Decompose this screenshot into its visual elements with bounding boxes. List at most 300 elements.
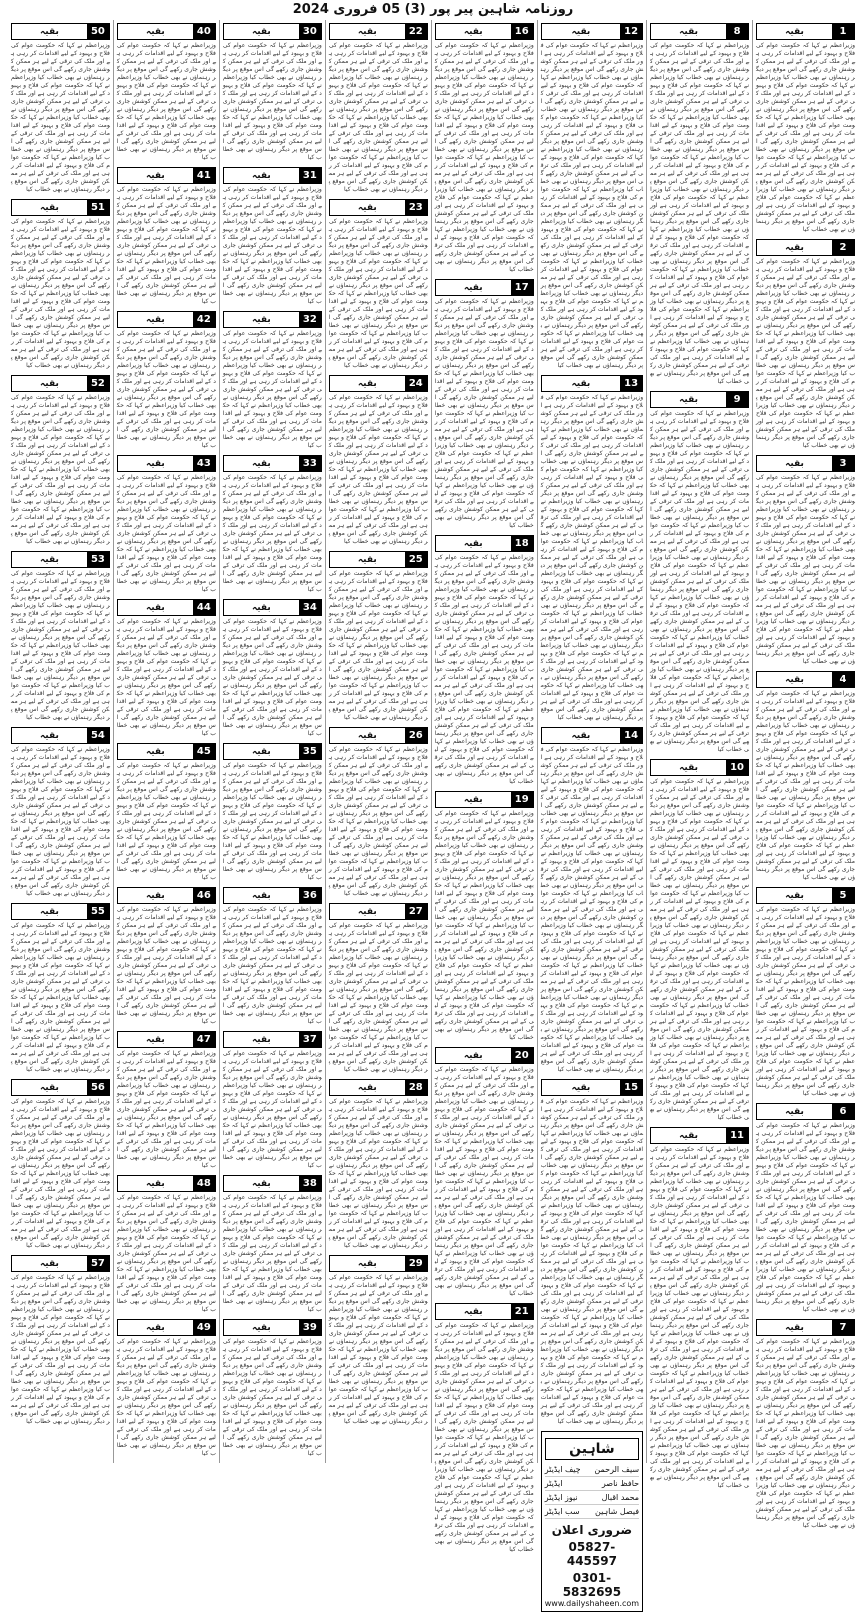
continuation-tag: [541, 23, 643, 40]
continuation-tag: [117, 311, 216, 328]
continuation-number: 20: [511, 1048, 533, 1063]
article-text: وزیراعظم نے کہا کہ حکومت عوام کی فلاح و بہبود کے لیے اقدامات کر رہی ہے اور ملک کی ترقی کے لیے ہر ممکن کوشش جاری رکھے گی اس موقع پر دیگر رہنماؤں نے بھی خطاب کیا وزیراعظم نے کہا کہ حکومت عوام کی فلاح و بہبود کے لیے اقدامات کر رہی ہے اور ملک کی ترقی کے لیے ہر ممکن کوشش جاری رکھے گی اس موقع پر دیگر رہنماؤں نے بھی خطاب کیا وزیراعظم نے کہا کہ حکومت عوام کی فلاح و بہبود کے لیے اقدامات کر رہی ہے اور ملک کی ترقی کے لیے ہر ممکن کوشش جاری رکھے گی اس موقع پر دیگر رہنماؤں نے بھی خطاب کیا وزیراعظم نے کہا کہ حکومت عوام کی فلاح و بہبود کے لیے اقدامات کر رہی ہے اور ملک کی ترقی کے لیے ہر ممکن کوشش جاری رکھے گی اس موقع پر دیگر رہنماؤں نے بھی خطاب کیا وزیراعظم نے کہا کہ حکومت عوام کی فلاح و بہبود کے لیے اقدامات کر رہی ہے اور ملک کی ترقی کے لیے ہر ممکن کوشش جاری رکھے گی اس موقع پر دیگر رہنماؤں نے بھی خطاب کیا وزیراعظم نے کہا کہ حکومت عوام کی فلاح و بہبود کے لیے اقدامات کر رہی ہے اور ملک کی ترقی کے لیے ہر ممکن کوشش جاری رکھے گی اس موقع پر دیگر رہنماؤں نے بھی خطاب کیا وزیراعظم نے کہا کہ حکومت عوام کی فلاح و بہبود کے لیے اقدامات کر رہی ہے اور ملک کی ترقی کے لیے ہر ممکن کوشش جاری رکھے گی اس موقع پر دیگر رہنماؤں نے بھی خطاب کیا وزیراعظم نے کہا کہ حکومت عوام کی فلاح و بہبود کے لیے اقدامات کر رہی ہے اور ملک کی ترقی کے لیے ہر ممکن کوشش جاری رکھے گی اس موقع پر دیگر رہنماؤں نے بھی خطاب کیا وزیراعظم نے کہا کہ حکومت عوام کی فلاح و بہبود کے لیے اقدامات کر رہی ہے اور ملک کی ترقی کے لیے ہر ممکن کوشش جاری رکھے گی اس موقع پر دیگر رہنماؤں نے بھی خطاب کیا: [540, 394, 644, 721]
continuation-item: [117, 455, 216, 594]
continuation-number: 18: [511, 536, 533, 551]
continuation-tag: [11, 903, 110, 920]
continuation-number: 3: [832, 456, 854, 471]
continuation-item: [435, 535, 534, 786]
continuation-tag: [541, 1079, 643, 1096]
continuation-number: 34: [299, 600, 321, 615]
continuation-label: بقیہ: [679, 1130, 698, 1141]
continuation-tag: [329, 23, 428, 40]
continuation-number: 2: [832, 240, 854, 255]
article-text: وزیراعظم نے کہا کہ حکومت عوام کی فلاح و بہبود کے لیے اقدامات کر رہی ہے اور ملک کی ترقی کے لیے ہر ممکن کوشش جاری رکھے گی اس موقع پر دیگر رہنماؤں نے بھی خطاب کیا وزیراعظم نے کہا کہ حکومت عوام کی فلاح و بہبود کے لیے اقدامات کر رہی ہے اور ملک کی ترقی کے لیے ہر ممکن کوشش جاری رکھے گی اس موقع پر دیگر رہنماؤں نے بھی خطاب کیا وزیراعظم نے کہا کہ حکومت عوام کی فلاح و بہبود کے لیے اقدامات کر رہی ہے اور ملک کی ترقی کے لیے ہر ممکن کوشش جاری رکھے گی اس موقع پر دیگر رہنماؤں نے بھی خطاب کیا: [116, 1050, 216, 1169]
continuation-label: بقیہ: [463, 282, 483, 293]
article-text: وزیراعظم نے کہا کہ حکومت عوام کی فلاح و بہبود کے لیے اقدامات کر رہی ہے اور ملک کی ترقی کے لیے ہر ممکن کوشش جاری رکھے گی اس موقع پر دیگر رہنماؤں نے بھی خطاب کیا وزیراعظم نے کہا کہ حکومت عوام کی فلاح و بہبود کے لیے اقدامات کر رہی ہے اور ملک کی ترقی کے لیے ہر ممکن کوشش جاری رکھے گی اس موقع پر دیگر رہنماؤں نے بھی خطاب کیا وزیراعظم نے کہا کہ حکومت عوام کی فلاح و بہبود کے لیے اقدامات کر رہی ہے اور ملک کی ترقی کے لیے ہر ممکن کوشش جاری رکھے گی اس موقع پر دیگر رہنماؤں نے بھی خطاب کیا وزیراعظم نے کہا کہ حکومت عوام کی فلاح و بہبود کے لیے اقدامات کر رہی ہے اور ملک کی ترقی کے لیے ہر ممکن کوشش جاری رکھے گی اس موقع پر دیگر رہنماؤں نے بھی خطاب کیا وزیراعظم نے کہا کہ حکومت عوام کی فلاح و بہبود کے لیے اقدامات کر رہی ہے اور ملک کی ترقی کے لیے ہر ممکن کوشش جاری رکھے گی اس موقع پر دیگر رہنماؤں نے بھی خطاب کیا: [756, 42, 855, 233]
continuation-item: [650, 759, 749, 1122]
continuation-tag: [223, 1319, 322, 1336]
continuation-label: بقیہ: [40, 1258, 59, 1269]
continuation-number: 26: [405, 728, 427, 743]
continuation-tag: [223, 23, 322, 40]
continuation-tag: [11, 551, 110, 568]
continuation-number: 23: [405, 200, 427, 215]
continuation-label: بقیہ: [357, 202, 377, 213]
continuation-label: بقیہ: [251, 1322, 271, 1333]
continuation-tag: [650, 23, 749, 40]
continuation-number: 22: [405, 24, 427, 39]
news-column: [431, 20, 537, 1553]
article-text: وزیراعظم نے کہا کہ حکومت عوام کی فلاح و بہبود کے لیے اقدامات کر رہی ہے اور ملک کی ترقی کے لیے ہر ممکن کوشش جاری رکھے گی اس موقع پر دیگر رہنماؤں نے بھی خطاب کیا وزیراعظم نے کہا کہ حکومت عوام کی فلاح و بہبود کے لیے اقدامات کر رہی ہے اور ملک کی ترقی کے لیے ہر ممکن کوشش جاری رکھے گی اس موقع پر دیگر رہنماؤں نے بھی خطاب کیا وزیراعظم نے کہا کہ حکومت عوام کی فلاح و بہبود کے لیے اقدامات کر رہی ہے اور ملک کی ترقی کے لیے ہر ممکن کوشش جاری رکھے گی اس موقع پر دیگر رہنماؤں نے بھی خطاب کیا: [116, 330, 216, 449]
article-text: وزیراعظم نے کہا کہ حکومت عوام کی فلاح و بہبود کے لیے اقدامات کر رہی ہے اور ملک کی ترقی کے لیے ہر ممکن کوشش جاری رکھے گی اس موقع پر دیگر رہنماؤں نے بھی خطاب کیا وزیراعظم نے کہا کہ حکومت عوام کی فلاح و بہبود کے لیے اقدامات کر رہی ہے اور ملک کی ترقی کے لیے ہر ممکن کوشش جاری رکھے گی اس موقع پر دیگر رہنماؤں نے بھی خطاب کیا وزیراعظم نے کہا کہ حکومت عوام کی فلاح و بہبود کے لیے اقدامات کر رہی ہے اور ملک کی ترقی کے لیے ہر ممکن کوشش جاری رکھے گی اس موقع پر دیگر رہنماؤں نے بھی خطاب کیا وزیراعظم نے کہا کہ حکومت عوام کی فلاح و بہبود کے لیے اقدامات کر رہی ہے اور ملک کی ترقی کے لیے ہر ممکن کوشش جاری رکھے گی اس موقع پر دیگر رہنماؤں نے بھی خطاب کیا وزیراعظم نے کہا کہ حکومت عوام کی فلاح و بہبود کے لیے اقدامات کر رہی ہے اور ملک کی ترقی کے لیے ہر ممکن کوشش جاری رکھے گی اس موقع پر دیگر رہنماؤں نے بھی خطاب کیا وزیراعظم نے کہا کہ حکومت عوام کی فلاح و بہبود کے لیے اقدامات کر رہی ہے اور ملک کی ترقی کے لیے ہر ممکن کوشش جاری رکھے گی اس موقع پر دیگر رہنماؤں نے بھی خطاب کیا: [434, 554, 534, 785]
continuation-item: [223, 167, 322, 306]
article-text: وزیراعظم نے کہا کہ حکومت عوام کی فلاح و بہبود کے لیے اقدامات کر رہی ہے اور ملک کی ترقی کے لیے ہر ممکن کوشش جاری رکھے گی اس موقع پر دیگر رہنماؤں نے بھی خطاب کیا وزیراعظم نے کہا کہ حکومت عوام کی فلاح و بہبود کے لیے اقدامات کر رہی ہے اور ملک کی ترقی کے لیے ہر ممکن کوشش جاری رکھے گی اس موقع پر دیگر رہنماؤں نے بھی خطاب کیا وزیراعظم نے کہا کہ حکومت عوام کی فلاح و بہبود کے لیے اقدامات کر رہی ہے اور ملک کی ترقی کے لیے ہر ممکن کوشش جاری رکھے گی اس موقع پر دیگر رہنماؤں نے بھی خطاب کیا: [116, 906, 216, 1025]
continuation-label: بقیہ: [463, 1306, 483, 1317]
continuation-item: [329, 1255, 428, 1426]
continuation-label: بقیہ: [145, 314, 165, 325]
continuation-label: بقیہ: [251, 1178, 271, 1189]
newspaper-page: [8, 20, 858, 1608]
continuation-tag: [223, 743, 322, 760]
continuation-label: بقیہ: [571, 26, 591, 37]
continuation-label: بقیہ: [357, 1082, 377, 1093]
article-text: وزیراعظم نے کہا کہ حکومت عوام کی فلاح و بہبود کے لیے اقدامات کر رہی ہے اور ملک کی ترقی کے لیے ہر ممکن کوشش جاری رکھے گی اس موقع پر دیگر رہنماؤں نے بھی خطاب کیا وزیراعظم نے کہا کہ حکومت عوام کی فلاح و بہبود کے لیے اقدامات کر رہی ہے اور ملک کی ترقی کے لیے ہر ممکن کوشش جاری رکھے گی اس موقع پر دیگر رہنماؤں نے بھی خطاب کیا وزیراعظم نے کہا کہ حکومت عوام کی فلاح و بہبود کے لیے اقدامات کر رہی ہے اور ملک کی ترقی کے لیے ہر ممکن کوشش جاری رکھے گی اس موقع پر دیگر رہنماؤں نے بھی خطاب کیا: [116, 1194, 216, 1313]
continuation-label: بقیہ: [785, 458, 804, 469]
staff-role: سب ایڈیٹر: [544, 1507, 580, 1516]
staff-role: نیوز ایڈیٹر: [544, 1493, 578, 1502]
article-text: وزیراعظم نے کہا کہ حکومت عوام کی فلاح و بہبود کے لیے اقدامات کر رہی ہے اور ملک کی ترقی کے لیے ہر ممکن کوشش جاری رکھے گی اس موقع پر دیگر رہنماؤں نے بھی خطاب کیا وزیراعظم نے کہا کہ حکومت عوام کی فلاح و بہبود کے لیے اقدامات کر رہی ہے اور ملک کی ترقی کے لیے ہر ممکن کوشش جاری رکھے گی اس موقع پر دیگر رہنماؤں نے بھی خطاب کیا وزیراعظم نے کہا کہ حکومت عوام کی فلاح و بہبود کے لیے اقدامات کر رہی ہے اور ملک کی ترقی کے لیے ہر ممکن کوشش جاری رکھے گی اس موقع پر دیگر رہنماؤں نے بھی خطاب کیا وزیراعظم نے کہا کہ حکومت عوام کی فلاح و بہبود کے لیے اقدامات کر رہی ہے اور ملک کی ترقی کے لیے ہر ممکن کوشش جاری رکھے گی اس موقع پر دیگر رہنماؤں نے بھی خطاب کیا: [10, 218, 110, 369]
continuation-item: [117, 743, 216, 882]
continuation-label: بقیہ: [251, 458, 271, 469]
continuation-number: 10: [726, 760, 748, 775]
article-text: وزیراعظم نے کہا کہ حکومت عوام کی فلاح و بہبود کے لیے اقدامات کر رہی ہے اور ملک کی ترقی کے لیے ہر ممکن کوشش جاری رکھے گی اس موقع پر دیگر رہنماؤں نے بھی خطاب کیا وزیراعظم نے کہا کہ حکومت عوام کی فلاح و بہبود کے لیے اقدامات کر رہی ہے اور ملک کی ترقی کے لیے ہر ممکن کوشش جاری رکھے گی اس موقع پر دیگر رہنماؤں نے بھی خطاب کیا وزیراعظم نے کہا کہ حکومت عوام کی فلاح و بہبود کے لیے اقدامات کر رہی ہے اور ملک کی ترقی کے لیے ہر ممکن کوشش جاری رکھے گی اس موقع پر دیگر رہنماؤں نے بھی خطاب کیا وزیراعظم نے کہا کہ حکومت عوام کی فلاح و بہبود کے لیے اقدامات کر رہی ہے اور ملک کی ترقی کے لیے ہر ممکن کوشش جاری رکھے گی اس موقع پر دیگر رہنماؤں نے بھی خطاب کیا وزیراعظم نے کہا کہ حکومت عوام کی فلاح و بہبود کے لیے اقدامات کر رہی ہے اور ملک کی ترقی کے لیے ہر ممکن کوشش جاری رکھے گی اس موقع پر دیگر رہنماؤں نے بھی خطاب کیا وزیراعظم نے کہا کہ حکومت عوام کی فلاح و بہبود کے لیے اقدامات کر رہی ہے اور ملک کی ترقی کے لیے ہر ممکن کوشش جاری رکھے گی اس موقع پر دیگر رہنماؤں نے بھی خطاب کیا: [434, 42, 534, 273]
continuation-label: بقیہ: [251, 890, 271, 901]
continuation-item: [756, 239, 855, 450]
continuation-tag: [650, 759, 749, 776]
continuation-label: بقیہ: [463, 794, 483, 805]
continuation-number: 44: [193, 600, 215, 615]
article-text: وزیراعظم نے کہا کہ حکومت عوام کی فلاح و بہبود کے لیے اقدامات کر رہی ہے اور ملک کی ترقی کے لیے ہر ممکن کوشش جاری رکھے گی اس موقع پر دیگر رہنماؤں نے بھی خطاب کیا وزیراعظم نے کہا کہ حکومت عوام کی فلاح و بہبود کے لیے اقدامات کر رہی ہے اور ملک کی ترقی کے لیے ہر ممکن کوشش جاری رکھے گی اس موقع پر دیگر رہنماؤں نے بھی خطاب کیا وزیراعظم نے کہا کہ حکومت عوام کی فلاح و بہبود کے لیے اقدامات کر رہی ہے اور ملک کی ترقی کے لیے ہر ممکن کوشش جاری رکھے گی اس موقع پر دیگر رہنماؤں نے بھی خطاب کیا وزیراعظم نے کہا کہ حکومت عوام کی فلاح و بہبود کے لیے اقدامات کر رہی ہے اور ملک کی ترقی کے لیے ہر ممکن کوشش جاری رکھے گی اس موقع پر دیگر رہنماؤں نے بھی خطاب کیا وزیراعظم نے کہا کہ حکومت عوام کی فلاح و بہبود کے لیے اقدامات کر رہی ہے اور ملک کی ترقی کے لیے ہر ممکن کوشش جاری رکھے گی اس موقع پر دیگر رہنماؤں نے بھی خطاب کیا: [756, 474, 855, 665]
continuation-item: [541, 23, 643, 370]
article-text: وزیراعظم نے کہا کہ حکومت عوام کی فلاح و بہبود کے لیے اقدامات کر رہی ہے اور ملک کی ترقی کے لیے ہر ممکن کوشش جاری رکھے گی اس موقع پر دیگر رہنماؤں نے بھی خطاب کیا وزیراعظم نے کہا کہ حکومت عوام کی فلاح و بہبود کے لیے اقدامات کر رہی ہے اور ملک کی ترقی کے لیے ہر ممکن کوشش جاری رکھے گی اس موقع پر دیگر رہنماؤں نے بھی خطاب کیا وزیراعظم نے کہا کہ حکومت عوام کی فلاح و بہبود کے لیے اقدامات کر رہی ہے اور ملک کی ترقی کے لیے ہر ممکن کوشش جاری رکھے گی اس موقع پر دیگر رہنماؤں نے بھی خطاب کیا وزیراعظم نے کہا کہ حکومت عوام کی فلاح و بہبود کے لیے اقدامات کر رہی ہے اور ملک کی ترقی کے لیے ہر ممکن کوشش جاری رکھے گی اس موقع پر دیگر رہنماؤں نے بھی خطاب کیا: [328, 1098, 428, 1249]
article-text: وزیراعظم نے کہا کہ حکومت عوام کی فلاح و بہبود کے لیے اقدامات کر رہی ہے اور ملک کی ترقی کے لیے ہر ممکن کوشش جاری رکھے گی اس موقع پر دیگر رہنماؤں نے بھی خطاب کیا وزیراعظم نے کہا کہ حکومت عوام کی فلاح و بہبود کے لیے اقدامات کر رہی ہے اور ملک کی ترقی کے لیے ہر ممکن کوشش جاری رکھے گی اس موقع پر دیگر رہنماؤں نے بھی خطاب کیا وزیراعظم نے کہا کہ حکومت عوام کی فلاح و بہبود کے لیے اقدامات کر رہی ہے اور ملک کی ترقی کے لیے ہر ممکن کوشش جاری رکھے گی اس موقع پر دیگر رہنماؤں نے بھی خطاب کیا: [116, 762, 216, 881]
continuation-tag: [117, 743, 216, 760]
continuation-tag: [117, 23, 216, 40]
continuation-item: [329, 727, 428, 898]
continuation-label: بقیہ: [145, 458, 165, 469]
continuation-label: بقیہ: [251, 602, 271, 613]
continuation-tag: [11, 1079, 110, 1096]
continuation-item: [117, 1031, 216, 1170]
continuation-tag: [11, 727, 110, 744]
staff-row: [545, 1463, 639, 1477]
continuation-item: [11, 1255, 110, 1426]
continuation-item: [329, 1079, 428, 1250]
continuation-label: بقیہ: [145, 1178, 165, 1189]
continuation-item: [329, 375, 428, 546]
continuation-tag: [223, 1175, 322, 1192]
staff-role: ایڈیٹر: [544, 1479, 563, 1488]
continuation-item: [117, 887, 216, 1026]
masthead-box: [541, 1431, 643, 1612]
continuation-item: [756, 455, 855, 666]
continuation-item: [435, 791, 534, 1042]
article-text: وزیراعظم نے کہا کہ حکومت عوام کی فلاح و بہبود کے لیے اقدامات کر رہی ہے اور ملک کی ترقی کے لیے ہر ممکن کوشش جاری رکھے گی اس موقع پر دیگر رہنماؤں نے بھی خطاب کیا وزیراعظم نے کہا کہ حکومت عوام کی فلاح و بہبود کے لیے اقدامات کر رہی ہے اور ملک کی ترقی کے لیے ہر ممکن کوشش جاری رکھے گی اس موقع پر دیگر رہنماؤں نے بھی خطاب کیا وزیراعظم نے کہا کہ حکومت عوام کی فلاح و بہبود کے لیے اقدامات کر رہی ہے اور ملک کی ترقی کے لیے ہر ممکن کوشش جاری رکھے گی اس موقع پر دیگر رہنماؤں نے بھی خطاب کیا وزیراعظم نے کہا کہ حکومت عوام کی فلاح و بہبود کے لیے اقدامات کر رہی ہے اور ملک کی ترقی کے لیے ہر ممکن کوشش جاری رکھے گی اس موقع پر دیگر رہنماؤں نے بھی خطاب کیا: [328, 570, 428, 721]
continuation-number: 35: [299, 744, 321, 759]
continuation-item: [223, 599, 322, 738]
continuation-label: بقیہ: [251, 170, 271, 181]
article-text: وزیراعظم نے کہا کہ حکومت عوام کی فلاح و بہبود کے لیے اقدامات کر رہی ہے اور ملک کی ترقی کے لیے ہر ممکن کوشش جاری رکھے گی اس موقع پر دیگر رہنماؤں نے بھی خطاب کیا وزیراعظم نے کہا کہ حکومت عوام کی فلاح و بہبود کے لیے اقدامات کر رہی ہے اور ملک کی ترقی کے لیے ہر ممکن کوشش جاری رکھے گی اس موقع پر دیگر رہنماؤں نے بھی خطاب کیا وزیراعظم نے کہا کہ حکومت عوام کی فلاح و بہبود کے لیے اقدامات کر رہی ہے اور ملک کی ترقی کے لیے ہر ممکن کوشش جاری رکھے گی اس موقع پر دیگر رہنماؤں نے بھی خطاب کیا وزیراعظم نے کہا کہ حکومت عوام کی فلاح و بہبود کے لیے اقدامات کر رہی ہے اور ملک کی ترقی کے لیے ہر ممکن کوشش جاری رکھے گی اس موقع پر دیگر رہنماؤں نے بھی خطاب کیا: [328, 1274, 428, 1425]
continuation-item: [223, 23, 322, 162]
continuation-label: بقیہ: [145, 1322, 165, 1333]
continuation-label: بقیہ: [357, 906, 377, 917]
article-text: وزیراعظم نے کہا کہ حکومت عوام کی فلاح و بہبود کے لیے اقدامات کر رہی ہے اور ملک کی ترقی کے لیے ہر ممکن کوشش جاری رکھے گی اس موقع پر دیگر رہنماؤں نے بھی خطاب کیا وزیراعظم نے کہا کہ حکومت عوام کی فلاح و بہبود کے لیے اقدامات کر رہی ہے اور ملک کی ترقی کے لیے ہر ممکن کوشش جاری رکھے گی اس موقع پر دیگر رہنماؤں نے بھی خطاب کیا وزیراعظم نے کہا کہ حکومت عوام کی فلاح و بہبود کے لیے اقدامات کر رہی ہے اور ملک کی ترقی کے لیے ہر ممکن کوشش جاری رکھے گی اس موقع پر دیگر رہنماؤں نے بھی خطاب کیا وزیراعظم نے کہا کہ حکومت عوام کی فلاح و بہبود کے لیے اقدامات کر رہی ہے اور ملک کی ترقی کے لیے ہر ممکن کوشش جاری رکھے گی اس موقع پر دیگر رہنماؤں نے بھی خطاب کیا وزیراعظم نے کہا کہ حکومت عوام کی فلاح و بہبود کے لیے اقدامات کر رہی ہے اور ملک کی ترقی کے لیے ہر ممکن کوشش جاری رکھے گی اس موقع پر دیگر رہنماؤں نے بھی خطاب کیا: [756, 906, 855, 1097]
continuation-item: [650, 1127, 749, 1490]
continuation-item: [541, 375, 643, 722]
continuation-item: [223, 743, 322, 882]
continuation-label: بقیہ: [785, 674, 804, 685]
continuation-item: [223, 1031, 322, 1170]
article-text: وزیراعظم نے کہا کہ حکومت عوام کی فلاح و بہبود کے لیے اقدامات کر رہی ہے اور ملک کی ترقی کے لیے ہر ممکن کوشش جاری رکھے گی اس موقع پر دیگر رہنماؤں نے بھی خطاب کیا وزیراعظم نے کہا کہ حکومت عوام کی فلاح و بہبود کے لیے اقدامات کر رہی ہے اور ملک کی ترقی کے لیے ہر ممکن کوشش جاری رکھے گی اس موقع پر دیگر رہنماؤں نے بھی خطاب کیا وزیراعظم نے کہا کہ حکومت عوام کی فلاح و بہبود کے لیے اقدامات کر رہی ہے اور ملک کی ترقی کے لیے ہر ممکن کوشش جاری رکھے گی اس موقع پر دیگر رہنماؤں نے بھی خطاب کیا وزیراعظم نے کہا کہ حکومت عوام کی فلاح و بہبود کے لیے اقدامات کر رہی ہے اور ملک کی ترقی کے لیے ہر ممکن کوشش جاری رکھے گی اس موقع پر دیگر رہنماؤں نے بھی خطاب کیا: [328, 218, 428, 369]
continuation-tag: [223, 1031, 322, 1048]
continuation-item: [11, 1079, 110, 1250]
article-text: وزیراعظم نے کہا کہ حکومت عوام کی فلاح و بہبود کے لیے اقدامات کر رہی ہے اور ملک کی ترقی کے لیے ہر ممکن کوشش جاری رکھے گی اس موقع پر دیگر رہنماؤں نے بھی خطاب کیا وزیراعظم نے کہا کہ حکومت عوام کی فلاح و بہبود کے لیے اقدامات کر رہی ہے اور ملک کی ترقی کے لیے ہر ممکن کوشش جاری رکھے گی اس موقع پر دیگر رہنماؤں نے بھی خطاب کیا وزیراعظم نے کہا کہ حکومت عوام کی فلاح و بہبود کے لیے اقدامات کر رہی ہے اور ملک کی ترقی کے لیے ہر ممکن کوشش جاری رکھے گی اس موقع پر دیگر رہنماؤں نے بھی خطاب کیا وزیراعظم نے کہا کہ حکومت عوام کی فلاح و بہبود کے لیے اقدامات کر رہی ہے اور ملک کی ترقی کے لیے ہر ممکن کوشش جاری رکھے گی اس موقع پر دیگر رہنماؤں نے بھی خطاب کیا: [328, 394, 428, 545]
continuation-tag: [117, 1319, 216, 1336]
continuation-item: [11, 903, 110, 1074]
article-text: وزیراعظم نے کہا کہ حکومت عوام کی فلاح و بہبود کے لیے اقدامات کر رہی ہے اور ملک کی ترقی کے لیے ہر ممکن کوشش جاری رکھے گی اس موقع پر دیگر رہنماؤں نے بھی خطاب کیا وزیراعظم نے کہا کہ حکومت عوام کی فلاح و بہبود کے لیے اقدامات کر رہی ہے اور ملک کی ترقی کے لیے ہر ممکن کوشش جاری رکھے گی اس موقع پر دیگر رہنماؤں نے بھی خطاب کیا وزیراعظم نے کہا کہ حکومت عوام کی فلاح و بہبود کے لیے اقدامات کر رہی ہے اور ملک کی ترقی کے لیے ہر ممکن کوشش جاری رکھے گی اس موقع پر دیگر رہنماؤں نے بھی خطاب کیا: [222, 906, 322, 1025]
continuation-label: بقیہ: [571, 378, 591, 389]
continuation-tag: [223, 599, 322, 616]
continuation-item: [435, 23, 534, 274]
continuation-tag: [117, 1031, 216, 1048]
continuation-tag: [541, 375, 643, 392]
continuation-label: بقیہ: [40, 730, 59, 741]
continuation-label: بقیہ: [571, 1082, 591, 1093]
continuation-item: [756, 671, 855, 882]
article-text: وزیراعظم نے کہا کہ حکومت عوام کی فلاح و بہبود کے لیے اقدامات کر رہی ہے اور ملک کی ترقی کے لیے ہر ممکن کوشش جاری رکھے گی اس موقع پر دیگر رہنماؤں نے بھی خطاب کیا وزیراعظم نے کہا کہ حکومت عوام کی فلاح و بہبود کے لیے اقدامات کر رہی ہے اور ملک کی ترقی کے لیے ہر ممکن کوشش جاری رکھے گی اس موقع پر دیگر رہنماؤں نے بھی خطاب کیا وزیراعظم نے کہا کہ حکومت عوام کی فلاح و بہبود کے لیے اقدامات کر رہی ہے اور ملک کی ترقی کے لیے ہر ممکن کوشش جاری رکھے گی اس موقع پر دیگر رہنماؤں نے بھی خطاب کیا: [222, 762, 322, 881]
news-column: [646, 20, 752, 1489]
continuation-tag: [329, 375, 428, 392]
article-text: وزیراعظم نے کہا کہ حکومت عوام کی فلاح و بہبود کے لیے اقدامات کر رہی ہے اور ملک کی ترقی کے لیے ہر ممکن کوشش جاری رکھے گی اس موقع پر دیگر رہنماؤں نے بھی خطاب کیا وزیراعظم نے کہا کہ حکومت عوام کی فلاح و بہبود کے لیے اقدامات کر رہی ہے اور ملک کی ترقی کے لیے ہر ممکن کوشش جاری رکھے گی اس موقع پر دیگر رہنماؤں نے بھی خطاب کیا وزیراعظم نے کہا کہ حکومت عوام کی فلاح و بہبود کے لیے اقدامات کر رہی ہے اور ملک کی ترقی کے لیے ہر ممکن کوشش جاری رکھے گی اس موقع پر دیگر رہنماؤں نے بھی خطاب کیا وزیراعظم نے کہا کہ حکومت عوام کی فلاح و بہبود کے لیے اقدامات کر رہی ہے اور ملک کی ترقی کے لیے ہر ممکن کوشش جاری رکھے گی اس موقع پر دیگر رہنماؤں نے بھی خطاب کیا وزیراعظم نے کہا کہ حکومت عوام کی فلاح و بہبود کے لیے اقدامات کر رہی ہے اور ملک کی ترقی کے لیے ہر ممکن کوشش جاری رکھے گی اس موقع پر دیگر رہنماؤں نے بھی خطاب کیا: [756, 1338, 855, 1529]
continuation-label: بقیہ: [40, 26, 59, 37]
continuation-number: 55: [87, 904, 109, 919]
article-text: وزیراعظم نے کہا کہ حکومت عوام کی فلاح و بہبود کے لیے اقدامات کر رہی ہے اور ملک کی ترقی کے لیے ہر ممکن کوشش جاری رکھے گی اس موقع پر دیگر رہنماؤں نے بھی خطاب کیا وزیراعظم نے کہا کہ حکومت عوام کی فلاح و بہبود کے لیے اقدامات کر رہی ہے اور ملک کی ترقی کے لیے ہر ممکن کوشش جاری رکھے گی اس موقع پر دیگر رہنماؤں نے بھی خطاب کیا وزیراعظم نے کہا کہ حکومت عوام کی فلاح و بہبود کے لیے اقدامات کر رہی ہے اور ملک کی ترقی کے لیے ہر ممکن کوشش جاری رکھے گی اس موقع پر دیگر رہنماؤں نے بھی خطاب کیا وزیراعظم نے کہا کہ حکومت عوام کی فلاح و بہبود کے لیے اقدامات کر رہی ہے اور ملک کی ترقی کے لیے ہر ممکن کوشش جاری رکھے گی اس موقع پر دیگر رہنماؤں نے بھی خطاب کیا وزیراعظم نے کہا کہ حکومت عوام کی فلاح و بہبود کے لیے اقدامات کر رہی ہے اور ملک کی ترقی کے لیے ہر ممکن کوشش جاری رکھے گی اس موقع پر دیگر رہنماؤں نے بھی خطاب کیا: [756, 258, 855, 449]
continuation-label: بقیہ: [463, 1050, 483, 1061]
continuation-label: بقیہ: [463, 538, 483, 549]
continuation-tag: [223, 455, 322, 472]
article-text: وزیراعظم نے کہا کہ حکومت عوام کی فلاح و بہبود کے لیے اقدامات کر رہی ہے اور ملک کی ترقی کے لیے ہر ممکن کوشش جاری رکھے گی اس موقع پر دیگر رہنماؤں نے بھی خطاب کیا وزیراعظم نے کہا کہ حکومت عوام کی فلاح و بہبود کے لیے اقدامات کر رہی ہے اور ملک کی ترقی کے لیے ہر ممکن کوشش جاری رکھے گی اس موقع پر دیگر رہنماؤں نے بھی خطاب کیا وزیراعظم نے کہا کہ حکومت عوام کی فلاح و بہبود کے لیے اقدامات کر رہی ہے اور ملک کی ترقی کے لیے ہر ممکن کوشش جاری رکھے گی اس موقع پر دیگر رہنماؤں نے بھی خطاب کیا: [222, 330, 322, 449]
continuation-number: 16: [511, 24, 533, 39]
news-column: [752, 20, 858, 1529]
continuation-number: 42: [193, 312, 215, 327]
website-link[interactable]: www.dailyshaheen.com: [544, 1599, 640, 1608]
staff-role: چیف ایڈیٹر: [544, 1465, 581, 1474]
news-column: [537, 20, 646, 1608]
article-text: وزیراعظم نے کہا کہ حکومت عوام کی فلاح و بہبود کے لیے اقدامات کر رہی ہے اور ملک کی ترقی کے لیے ہر ممکن کوشش جاری رکھے گی اس موقع پر دیگر رہنماؤں نے بھی خطاب کیا وزیراعظم نے کہا کہ حکومت عوام کی فلاح و بہبود کے لیے اقدامات کر رہی ہے اور ملک کی ترقی کے لیے ہر ممکن کوشش جاری رکھے گی اس موقع پر دیگر رہنماؤں نے بھی خطاب کیا وزیراعظم نے کہا کہ حکومت عوام کی فلاح و بہبود کے لیے اقدامات کر رہی ہے اور ملک کی ترقی کے لیے ہر ممکن کوشش جاری رکھے گی اس موقع پر دیگر رہنماؤں نے بھی خطاب کیا وزیراعظم نے کہا کہ حکومت عوام کی فلاح و بہبود کے لیے اقدامات کر رہی ہے اور ملک کی ترقی کے لیے ہر ممکن کوشش جاری رکھے گی اس موقع پر دیگر رہنماؤں نے بھی خطاب کیا: [10, 394, 110, 545]
continuation-label: بقیہ: [251, 314, 271, 325]
continuation-item: [117, 1319, 216, 1458]
continuation-tag: [329, 727, 428, 744]
continuation-number: 12: [620, 24, 642, 39]
continuation-tag: [435, 279, 534, 296]
article-text: وزیراعظم نے کہا کہ حکومت عوام کی فلاح و بہبود کے لیے اقدامات کر رہی ہے اور ملک کی ترقی کے لیے ہر ممکن کوشش جاری رکھے گی اس موقع پر دیگر رہنماؤں نے بھی خطاب کیا وزیراعظم نے کہا کہ حکومت عوام کی فلاح و بہبود کے لیے اقدامات کر رہی ہے اور ملک کی ترقی کے لیے ہر ممکن کوشش جاری رکھے گی اس موقع پر دیگر رہنماؤں نے بھی خطاب کیا وزیراعظم نے کہا کہ حکومت عوام کی فلاح و بہبود کے لیے اقدامات کر رہی ہے اور ملک کی ترقی کے لیے ہر ممکن کوشش جاری رکھے گی اس موقع پر دیگر رہنماؤں نے بھی خطاب کیا: [222, 42, 322, 161]
article-text: وزیراعظم نے کہا کہ حکومت عوام کی فلاح و بہبود کے لیے اقدامات کر رہی ہے اور ملک کی ترقی کے لیے ہر ممکن کوشش جاری رکھے گی اس موقع پر دیگر رہنماؤں نے بھی خطاب کیا وزیراعظم نے کہا کہ حکومت عوام کی فلاح و بہبود کے لیے اقدامات کر رہی ہے اور ملک کی ترقی کے لیے ہر ممکن کوشش جاری رکھے گی اس موقع پر دیگر رہنماؤں نے بھی خطاب کیا وزیراعظم نے کہا کہ حکومت عوام کی فلاح و بہبود کے لیے اقدامات کر رہی ہے اور ملک کی ترقی کے لیے ہر ممکن کوشش جاری رکھے گی اس موقع پر دیگر رہنماؤں نے بھی خطاب کیا وزیراعظم نے کہا کہ حکومت عوام کی فلاح و بہبود کے لیے اقدامات کر رہی ہے اور ملک کی ترقی کے لیے ہر ممکن کوشش جاری رکھے گی اس موقع پر دیگر رہنماؤں نے بھی خطاب کیا: [328, 922, 428, 1073]
continuation-number: 38: [299, 1176, 321, 1191]
continuation-item: [11, 199, 110, 370]
continuation-number: 32: [299, 312, 321, 327]
continuation-number: 33: [299, 456, 321, 471]
staff-name: فیصل شاہین: [594, 1507, 640, 1516]
continuation-item: [756, 887, 855, 1098]
staff-name: سیف الرحمن: [594, 1465, 640, 1474]
article-text: وزیراعظم نے کہا کہ حکومت عوام کی فلاح و بہبود کے لیے اقدامات کر رہی ہے اور ملک کی ترقی کے لیے ہر ممکن کوشش جاری رکھے گی اس موقع پر دیگر رہنماؤں نے بھی خطاب کیا وزیراعظم نے کہا کہ حکومت عوام کی فلاح و بہبود کے لیے اقدامات کر رہی ہے اور ملک کی ترقی کے لیے ہر ممکن کوشش جاری رکھے گی اس موقع پر دیگر رہنماؤں نے بھی خطاب کیا وزیراعظم نے کہا کہ حکومت عوام کی فلاح و بہبود کے لیے اقدامات کر رہی ہے اور ملک کی ترقی کے لیے ہر ممکن کوشش جاری رکھے گی اس موقع پر دیگر رہنماؤں نے بھی خطاب کیا وزیراعظم نے کہا کہ حکومت عوام کی فلاح و بہبود کے لیے اقدامات کر رہی ہے اور ملک کی ترقی کے لیے ہر ممکن کوشش جاری رکھے گی اس موقع پر دیگر رہنماؤں نے بھی خطاب کیا وزیراعظم نے کہا کہ حکومت عوام کی فلاح و بہبود کے لیے اقدامات کر رہی ہے اور ملک کی ترقی کے لیے ہر ممکن کوشش جاری رکھے گی اس موقع پر دیگر رہنماؤں نے بھی خطاب کیا وزیراعظم نے کہا کہ حکومت عوام کی فلاح و بہبود کے لیے اقدامات کر رہی ہے اور ملک کی ترقی کے لیے ہر ممکن کوشش جاری رکھے گی اس موقع پر دیگر رہنماؤں نے بھی خطاب کیا: [434, 298, 534, 529]
continuation-number: 57: [87, 1256, 109, 1271]
continuation-number: 36: [299, 888, 321, 903]
article-text: وزیراعظم نے کہا کہ حکومت عوام کی فلاح و بہبود کے لیے اقدامات کر رہی ہے اور ملک کی ترقی کے لیے ہر ممکن کوشش جاری رکھے گی اس موقع پر دیگر رہنماؤں نے بھی خطاب کیا وزیراعظم نے کہا کہ حکومت عوام کی فلاح و بہبود کے لیے اقدامات کر رہی ہے اور ملک کی ترقی کے لیے ہر ممکن کوشش جاری رکھے گی اس موقع پر دیگر رہنماؤں نے بھی خطاب کیا وزیراعظم نے کہا کہ حکومت عوام کی فلاح و بہبود کے لیے اقدامات کر رہی ہے اور ملک کی ترقی کے لیے ہر ممکن کوشش جاری رکھے گی اس موقع پر دیگر رہنماؤں نے بھی خطاب کیا: [116, 474, 216, 593]
article-text: وزیراعظم نے کہا کہ حکومت عوام کی فلاح و بہبود کے لیے اقدامات کر رہی ہے اور ملک کی ترقی کے لیے ہر ممکن کوشش جاری رکھے گی اس موقع پر دیگر رہنماؤں نے بھی خطاب کیا وزیراعظم نے کہا کہ حکومت عوام کی فلاح و بہبود کے لیے اقدامات کر رہی ہے اور ملک کی ترقی کے لیے ہر ممکن کوشش جاری رکھے گی اس موقع پر دیگر رہنماؤں نے بھی خطاب کیا وزیراعظم نے کہا کہ حکومت عوام کی فلاح و بہبود کے لیے اقدامات کر رہی ہے اور ملک کی ترقی کے لیے ہر ممکن کوشش جاری رکھے گی اس موقع پر دیگر رہنماؤں نے بھی خطاب کیا وزیراعظم نے کہا کہ حکومت عوام کی فلاح و بہبود کے لیے اقدامات کر رہی ہے اور ملک کی ترقی کے لیے ہر ممکن کوشش جاری رکھے گی اس موقع پر دیگر رہنماؤں نے بھی خطاب کیا وزیراعظم نے کہا کہ حکومت عوام کی فلاح و بہبود کے لیے اقدامات کر رہی ہے اور ملک کی ترقی کے لیے ہر ممکن کوشش جاری رکھے گی اس موقع پر دیگر رہنماؤں نے بھی خطاب کیا وزیراعظم نے کہا کہ حکومت عوام کی فلاح و بہبود کے لیے اقدامات کر رہی ہے اور ملک کی ترقی کے لیے ہر ممکن کوشش جاری رکھے گی اس موقع پر دیگر رہنماؤں نے بھی خطاب کیا: [434, 1322, 534, 1553]
continuation-tag: [329, 903, 428, 920]
staff-row: [545, 1491, 639, 1505]
continuation-label: بقیہ: [357, 1258, 377, 1269]
continuation-tag: [117, 167, 216, 184]
continuation-number: 8: [726, 24, 748, 39]
continuation-item: [756, 1103, 855, 1314]
continuation-item: [117, 167, 216, 306]
continuation-number: 47: [193, 1032, 215, 1047]
continuation-number: 43: [193, 456, 215, 471]
continuation-label: بقیہ: [357, 730, 377, 741]
continuation-label: بقیہ: [679, 26, 698, 37]
continuation-number: 28: [405, 1080, 427, 1095]
phone-number: 0301-5832695: [562, 1571, 622, 1599]
continuation-item: [11, 375, 110, 546]
continuation-tag: [435, 535, 534, 552]
continuation-label: بقیہ: [251, 1034, 271, 1045]
continuation-tag: [329, 1255, 428, 1272]
continuation-number: 31: [299, 168, 321, 183]
continuation-item: [11, 727, 110, 898]
phone-number: 05827-445597: [566, 1540, 617, 1568]
continuation-tag: [756, 1319, 855, 1336]
article-text: وزیراعظم نے کہا کہ حکومت عوام کی فلاح و بہبود کے لیے اقدامات کر رہی ہے اور ملک کی ترقی کے لیے ہر ممکن کوشش جاری رکھے گی اس موقع پر دیگر رہنماؤں نے بھی خطاب کیا وزیراعظم نے کہا کہ حکومت عوام کی فلاح و بہبود کے لیے اقدامات کر رہی ہے اور ملک کی ترقی کے لیے ہر ممکن کوشش جاری رکھے گی اس موقع پر دیگر رہنماؤں نے بھی خطاب کیا وزیراعظم نے کہا کہ حکومت عوام کی فلاح و بہبود کے لیے اقدامات کر رہی ہے اور ملک کی ترقی کے لیے ہر ممکن کوشش جاری رکھے گی اس موقع پر دیگر رہنماؤں نے بھی خطاب کیا وزیراعظم نے کہا کہ حکومت عوام کی فلاح و بہبود کے لیے اقدامات کر رہی ہے اور ملک کی ترقی کے لیے ہر ممکن کوشش جاری رکھے گی اس موقع پر دیگر رہنماؤں نے بھی خطاب کیا: [10, 922, 110, 1073]
article-text: وزیراعظم نے کہا کہ حکومت عوام کی فلاح و بہبود کے لیے اقدامات کر رہی ہے اور ملک کی ترقی کے لیے ہر ممکن کوشش جاری رکھے گی اس موقع پر دیگر رہنماؤں نے بھی خطاب کیا وزیراعظم نے کہا کہ حکومت عوام کی فلاح و بہبود کے لیے اقدامات کر رہی ہے اور ملک کی ترقی کے لیے ہر ممکن کوشش جاری رکھے گی اس موقع پر دیگر رہنماؤں نے بھی خطاب کیا وزیراعظم نے کہا کہ حکومت عوام کی فلاح و بہبود کے لیے اقدامات کر رہی ہے اور ملک کی ترقی کے لیے ہر ممکن کوشش جاری رکھے گی اس موقع پر دیگر رہنماؤں نے بھی خطاب کیا وزیراعظم نے کہا کہ حکومت عوام کی فلاح و بہبود کے لیے اقدامات کر رہی ہے اور ملک کی ترقی کے لیے ہر ممکن کوشش جاری رکھے گی اس موقع پر دیگر رہنماؤں نے بھی خطاب کیا وزیراعظم نے کہا کہ حکومت عوام کی فلاح و بہبود کے لیے اقدامات کر رہی ہے اور ملک کی ترقی کے لیے ہر ممکن کوشش جاری رکھے گی اس موقع پر دیگر رہنماؤں نے بھی خطاب کیا وزیراعظم نے کہا کہ حکومت عوام کی فلاح و بہبود کے لیے اقدامات کر رہی ہے اور ملک کی ترقی کے لیے ہر ممکن کوشش جاری رکھے گی اس موقع پر دیگر رہنماؤں نے بھی خطاب کیا وزیراعظم نے کہا کہ حکومت عوام کی فلاح و بہبود کے لیے اقدامات کر رہی ہے اور ملک کی ترقی کے لیے ہر ممکن کوشش جاری رکھے گی اس موقع پر دیگر رہنماؤں نے بھی خطاب کیا وزیراعظم نے کہا کہ حکومت عوام کی فلاح و بہبود کے لیے اقدامات کر رہی ہے اور ملک کی ترقی کے لیے ہر ممکن کوشش جاری رکھے گی اس موقع پر دیگر رہنماؤں نے بھی خطاب کیا وزیراعظم نے کہا کہ حکومت عوام کی فلاح و بہبود کے لیے اقدامات کر رہی ہے اور ملک کی ترقی کے لیے ہر ممکن کوشش جاری رکھے گی اس موقع پر دیگر رہنماؤں نے بھی خطاب کیا: [650, 42, 750, 385]
continuation-item: [117, 311, 216, 450]
continuation-item: [11, 23, 110, 194]
staff-name: حافظ ناصر: [601, 1479, 640, 1488]
continuation-tag: [117, 455, 216, 472]
continuation-label: بقیہ: [357, 554, 377, 565]
article-text: وزیراعظم نے کہا کہ حکومت عوام کی فلاح و بہبود کے لیے اقدامات کر رہی ہے اور ملک کی ترقی کے لیے ہر ممکن کوشش جاری رکھے گی اس موقع پر دیگر رہنماؤں نے بھی خطاب کیا وزیراعظم نے کہا کہ حکومت عوام کی فلاح و بہبود کے لیے اقدامات کر رہی ہے اور ملک کی ترقی کے لیے ہر ممکن کوشش جاری رکھے گی اس موقع پر دیگر رہنماؤں نے بھی خطاب کیا وزیراعظم نے کہا کہ حکومت عوام کی فلاح و بہبود کے لیے اقدامات کر رہی ہے اور ملک کی ترقی کے لیے ہر ممکن کوشش جاری رکھے گی اس موقع پر دیگر رہنماؤں نے بھی خطاب کیا وزیراعظم نے کہا کہ حکومت عوام کی فلاح و بہبود کے لیے اقدامات کر رہی ہے اور ملک کی ترقی کے لیے ہر ممکن کوشش جاری رکھے گی اس موقع پر دیگر رہنماؤں نے بھی خطاب کیا وزیراعظم نے کہا کہ حکومت عوام کی فلاح و بہبود کے لیے اقدامات کر رہی ہے اور ملک کی ترقی کے لیے ہر ممکن کوشش جاری رکھے گی اس موقع پر دیگر رہنماؤں نے بھی خطاب کیا وزیراعظم نے کہا کہ حکومت عوام کی فلاح و بہبود کے لیے اقدامات کر رہی ہے اور ملک کی ترقی کے لیے ہر ممکن کوشش جاری رکھے گی اس موقع پر دیگر رہنماؤں نے بھی خطاب کیا وزیراعظم نے کہا کہ حکومت عوام کی فلاح و بہبود کے لیے اقدامات کر رہی ہے اور ملک کی ترقی کے لیے ہر ممکن کوشش جاری رکھے گی اس موقع پر دیگر رہنماؤں نے بھی خطاب کیا وزیراعظم نے کہا کہ حکومت عوام کی فلاح و بہبود کے لیے اقدامات کر رہی ہے اور ملک کی ترقی کے لیے ہر ممکن کوشش جاری رکھے گی اس موقع پر دیگر رہنماؤں نے بھی خطاب کیا وزیراعظم نے کہا کہ حکومت عوام کی فلاح و بہبود کے لیے اقدامات کر رہی ہے اور ملک کی ترقی کے لیے ہر ممکن کوشش جاری رکھے گی اس موقع پر دیگر رہنماؤں نے بھی خطاب کیا: [540, 42, 644, 369]
continuation-number: 17: [511, 280, 533, 295]
article-text: وزیراعظم نے کہا کہ حکومت عوام کی فلاح و بہبود کے لیے اقدامات کر رہی ہے اور ملک کی ترقی کے لیے ہر ممکن کوشش جاری رکھے گی اس موقع پر دیگر رہنماؤں نے بھی خطاب کیا وزیراعظم نے کہا کہ حکومت عوام کی فلاح و بہبود کے لیے اقدامات کر رہی ہے اور ملک کی ترقی کے لیے ہر ممکن کوشش جاری رکھے گی اس موقع پر دیگر رہنماؤں نے بھی خطاب کیا وزیراعظم نے کہا کہ حکومت عوام کی فلاح و بہبود کے لیے اقدامات کر رہی ہے اور ملک کی ترقی کے لیے ہر ممکن کوشش جاری رکھے گی اس موقع پر دیگر رہنماؤں نے بھی خطاب کیا وزیراعظم نے کہا کہ حکومت عوام کی فلاح و بہبود کے لیے اقدامات کر رہی ہے اور ملک کی ترقی کے لیے ہر ممکن کوشش جاری رکھے گی اس موقع پر دیگر رہنماؤں نے بھی خطاب کیا: [328, 746, 428, 897]
continuation-label: بقیہ: [40, 906, 59, 917]
continuation-tag: [756, 671, 855, 688]
continuation-item: [435, 1047, 534, 1298]
continuation-label: بقیہ: [679, 394, 698, 405]
article-text: وزیراعظم نے کہا کہ حکومت عوام کی فلاح و بہبود کے لیے اقدامات کر رہی ہے اور ملک کی ترقی کے لیے ہر ممکن کوشش جاری رکھے گی اس موقع پر دیگر رہنماؤں نے بھی خطاب کیا وزیراعظم نے کہا کہ حکومت عوام کی فلاح و بہبود کے لیے اقدامات کر رہی ہے اور ملک کی ترقی کے لیے ہر ممکن کوشش جاری رکھے گی اس موقع پر دیگر رہنماؤں نے بھی خطاب کیا وزیراعظم نے کہا کہ حکومت عوام کی فلاح و بہبود کے لیے اقدامات کر رہی ہے اور ملک کی ترقی کے لیے ہر ممکن کوشش جاری رکھے گی اس موقع پر دیگر رہنماؤں نے بھی خطاب کیا وزیراعظم نے کہا کہ حکومت عوام کی فلاح و بہبود کے لیے اقدامات کر رہی ہے اور ملک کی ترقی کے لیے ہر ممکن کوشش جاری رکھے گی اس موقع پر دیگر رہنماؤں نے بھی خطاب کیا وزیراعظم نے کہا کہ حکومت عوام کی فلاح و بہبود کے لیے اقدامات کر رہی ہے اور ملک کی ترقی کے لیے ہر ممکن کوشش جاری رکھے گی اس موقع پر دیگر رہنماؤں نے بھی خطاب کیا: [756, 690, 855, 881]
continuation-number: 51: [87, 200, 109, 215]
continuation-item: [756, 1319, 855, 1530]
article-text: وزیراعظم نے کہا کہ حکومت عوام کی فلاح و بہبود کے لیے اقدامات کر رہی ہے اور ملک کی ترقی کے لیے ہر ممکن کوشش جاری رکھے گی اس موقع پر دیگر رہنماؤں نے بھی خطاب کیا وزیراعظم نے کہا کہ حکومت عوام کی فلاح و بہبود کے لیے اقدامات کر رہی ہے اور ملک کی ترقی کے لیے ہر ممکن کوشش جاری رکھے گی اس موقع پر دیگر رہنماؤں نے بھی خطاب کیا وزیراعظم نے کہا کہ حکومت عوام کی فلاح و بہبود کے لیے اقدامات کر رہی ہے اور ملک کی ترقی کے لیے ہر ممکن کوشش جاری رکھے گی اس موقع پر دیگر رہنماؤں نے بھی خطاب کیا وزیراعظم نے کہا کہ حکومت عوام کی فلاح و بہبود کے لیے اقدامات کر رہی ہے اور ملک کی ترقی کے لیے ہر ممکن کوشش جاری رکھے گی اس موقع پر دیگر رہنماؤں نے بھی خطاب کیا وزیراعظم نے کہا کہ حکومت عوام کی فلاح و بہبود کے لیے اقدامات کر رہی ہے اور ملک کی ترقی کے لیے ہر ممکن کوشش جاری رکھے گی اس موقع پر دیگر رہنماؤں نے بھی خطاب کیا وزیراعظم نے کہا کہ حکومت عوام کی فلاح و بہبود کے لیے اقدامات کر رہی ہے اور ملک کی ترقی کے لیے ہر ممکن کوشش جاری رکھے گی اس موقع پر دیگر رہنماؤں نے بھی خطاب کیا وزیراعظم نے کہا کہ حکومت عوام کی فلاح و بہبود کے لیے اقدامات کر رہی ہے اور ملک کی ترقی کے لیے ہر ممکن کوشش جاری رکھے گی اس موقع پر دیگر رہنماؤں نے بھی خطاب کیا وزیراعظم نے کہا کہ حکومت عوام کی فلاح و بہبود کے لیے اقدامات کر رہی ہے اور ملک کی ترقی کے لیے ہر ممکن کوشش جاری رکھے گی اس موقع پر دیگر رہنماؤں نے بھی خطاب کیا وزیراعظم نے کہا کہ حکومت عوام کی فلاح و بہبود کے لیے اقدامات کر رہی ہے اور ملک کی ترقی کے لیے ہر ممکن کوشش جاری رکھے گی اس موقع پر دیگر رہنماؤں نے بھی خطاب کیا: [540, 1098, 644, 1425]
article-text: وزیراعظم نے کہا کہ حکومت عوام کی فلاح و بہبود کے لیے اقدامات کر رہی ہے اور ملک کی ترقی کے لیے ہر ممکن کوشش جاری رکھے گی اس موقع پر دیگر رہنماؤں نے بھی خطاب کیا وزیراعظم نے کہا کہ حکومت عوام کی فلاح و بہبود کے لیے اقدامات کر رہی ہے اور ملک کی ترقی کے لیے ہر ممکن کوشش جاری رکھے گی اس موقع پر دیگر رہنماؤں نے بھی خطاب کیا وزیراعظم نے کہا کہ حکومت عوام کی فلاح و بہبود کے لیے اقدامات کر رہی ہے اور ملک کی ترقی کے لیے ہر ممکن کوشش جاری رکھے گی اس موقع پر دیگر رہنماؤں نے بھی خطاب کیا: [116, 618, 216, 737]
continuation-number: 25: [405, 552, 427, 567]
article-text: وزیراعظم نے کہا کہ حکومت عوام کی فلاح و بہبود کے لیے اقدامات کر رہی ہے اور ملک کی ترقی کے لیے ہر ممکن کوشش جاری رکھے گی اس موقع پر دیگر رہنماؤں نے بھی خطاب کیا وزیراعظم نے کہا کہ حکومت عوام کی فلاح و بہبود کے لیے اقدامات کر رہی ہے اور ملک کی ترقی کے لیے ہر ممکن کوشش جاری رکھے گی اس موقع پر دیگر رہنماؤں نے بھی خطاب کیا وزیراعظم نے کہا کہ حکومت عوام کی فلاح و بہبود کے لیے اقدامات کر رہی ہے اور ملک کی ترقی کے لیے ہر ممکن کوشش جاری رکھے گی اس موقع پر دیگر رہنماؤں نے بھی خطاب کیا وزیراعظم نے کہا کہ حکومت عوام کی فلاح و بہبود کے لیے اقدامات کر رہی ہے اور ملک کی ترقی کے لیے ہر ممکن کوشش جاری رکھے گی اس موقع پر دیگر رہنماؤں نے بھی خطاب کیا وزیراعظم نے کہا کہ حکومت عوام کی فلاح و بہبود کے لیے اقدامات کر رہی ہے اور ملک کی ترقی کے لیے ہر ممکن کوشش جاری رکھے گی اس موقع پر دیگر رہنماؤں نے بھی خطاب کیا وزیراعظم نے کہا کہ حکومت عوام کی فلاح و بہبود کے لیے اقدامات کر رہی ہے اور ملک کی ترقی کے لیے ہر ممکن کوشش جاری رکھے گی اس موقع پر دیگر رہنماؤں نے بھی خطاب کیا وزیراعظم نے کہا کہ حکومت عوام کی فلاح و بہبود کے لیے اقدامات کر رہی ہے اور ملک کی ترقی کے لیے ہر ممکن کوشش جاری رکھے گی اس موقع پر دیگر رہنماؤں نے بھی خطاب کیا وزیراعظم نے کہا کہ حکومت عوام کی فلاح و بہبود کے لیے اقدامات کر رہی ہے اور ملک کی ترقی کے لیے ہر ممکن کوشش جاری رکھے گی اس موقع پر دیگر رہنماؤں نے بھی خطاب کیا وزیراعظم نے کہا کہ حکومت عوام کی فلاح و بہبود کے لیے اقدامات کر رہی ہے اور ملک کی ترقی کے لیے ہر ممکن کوشش جاری رکھے گی اس موقع پر دیگر رہنماؤں نے بھی خطاب کیا: [650, 778, 750, 1121]
continuation-item: [329, 23, 428, 194]
continuation-number: 13: [620, 376, 642, 391]
continuation-item: [11, 551, 110, 722]
continuation-tag: [117, 887, 216, 904]
continuation-label: بقیہ: [357, 26, 377, 37]
continuation-number: 49: [193, 1320, 215, 1335]
continuation-tag: [435, 791, 534, 808]
continuation-number: 52: [87, 376, 109, 391]
continuation-label: بقیہ: [40, 378, 59, 389]
staff-row: [545, 1505, 639, 1519]
continuation-label: بقیہ: [145, 602, 165, 613]
continuation-number: 7: [832, 1320, 854, 1335]
continuation-tag: [756, 239, 855, 256]
continuation-label: بقیہ: [785, 1106, 804, 1117]
continuation-number: 39: [299, 1320, 321, 1335]
news-column: [113, 20, 219, 1463]
continuation-item: [223, 887, 322, 1026]
continuation-number: 56: [87, 1080, 109, 1095]
continuation-item: [329, 551, 428, 722]
continuation-number: 5: [832, 888, 854, 903]
notice-heading: ضروری اعلان: [551, 1523, 633, 1537]
continuation-label: بقیہ: [145, 890, 165, 901]
continuation-item: [223, 311, 322, 450]
article-text: وزیراعظم نے کہا کہ حکومت عوام کی فلاح و بہبود کے لیے اقدامات کر رہی ہے اور ملک کی ترقی کے لیے ہر ممکن کوشش جاری رکھے گی اس موقع پر دیگر رہنماؤں نے بھی خطاب کیا وزیراعظم نے کہا کہ حکومت عوام کی فلاح و بہبود کے لیے اقدامات کر رہی ہے اور ملک کی ترقی کے لیے ہر ممکن کوشش جاری رکھے گی اس موقع پر دیگر رہنماؤں نے بھی خطاب کیا وزیراعظم نے کہا کہ حکومت عوام کی فلاح و بہبود کے لیے اقدامات کر رہی ہے اور ملک کی ترقی کے لیے ہر ممکن کوشش جاری رکھے گی اس موقع پر دیگر رہنماؤں نے بھی خطاب کیا وزیراعظم نے کہا کہ حکومت عوام کی فلاح و بہبود کے لیے اقدامات کر رہی ہے اور ملک کی ترقی کے لیے ہر ممکن کوشش جاری رکھے گی اس موقع پر دیگر رہنماؤں نے بھی خطاب کیا: [10, 1098, 110, 1249]
continuation-number: 29: [405, 1256, 427, 1271]
continuation-item: [650, 391, 749, 754]
article-text: وزیراعظم نے کہا کہ حکومت عوام کی فلاح و بہبود کے لیے اقدامات کر رہی ہے اور ملک کی ترقی کے لیے ہر ممکن کوشش جاری رکھے گی اس موقع پر دیگر رہنماؤں نے بھی خطاب کیا وزیراعظم نے کہا کہ حکومت عوام کی فلاح و بہبود کے لیے اقدامات کر رہی ہے اور ملک کی ترقی کے لیے ہر ممکن کوشش جاری رکھے گی اس موقع پر دیگر رہنماؤں نے بھی خطاب کیا وزیراعظم نے کہا کہ حکومت عوام کی فلاح و بہبود کے لیے اقدامات کر رہی ہے اور ملک کی ترقی کے لیے ہر ممکن کوشش جاری رکھے گی اس موقع پر دیگر رہنماؤں نے بھی خطاب کیا وزیراعظم نے کہا کہ حکومت عوام کی فلاح و بہبود کے لیے اقدامات کر رہی ہے اور ملک کی ترقی کے لیے ہر ممکن کوشش جاری رکھے گی اس موقع پر دیگر رہنماؤں نے بھی خطاب کیا: [10, 42, 110, 193]
continuation-tag: [756, 23, 855, 40]
continuation-label: بقیہ: [145, 1034, 165, 1045]
article-text: وزیراعظم نے کہا کہ حکومت عوام کی فلاح و بہبود کے لیے اقدامات کر رہی ہے اور ملک کی ترقی کے لیے ہر ممکن کوشش جاری رکھے گی اس موقع پر دیگر رہنماؤں نے بھی خطاب کیا وزیراعظم نے کہا کہ حکومت عوام کی فلاح و بہبود کے لیے اقدامات کر رہی ہے اور ملک کی ترقی کے لیے ہر ممکن کوشش جاری رکھے گی اس موقع پر دیگر رہنماؤں نے بھی خطاب کیا وزیراعظم نے کہا کہ حکومت عوام کی فلاح و بہبود کے لیے اقدامات کر رہی ہے اور ملک کی ترقی کے لیے ہر ممکن کوشش جاری رکھے گی اس موقع پر دیگر رہنماؤں نے بھی خطاب کیا وزیراعظم نے کہا کہ حکومت عوام کی فلاح و بہبود کے لیے اقدامات کر رہی ہے اور ملک کی ترقی کے لیے ہر ممکن کوشش جاری رکھے گی اس موقع پر دیگر رہنماؤں نے بھی خطاب کیا وزیراعظم نے کہا کہ حکومت عوام کی فلاح و بہبود کے لیے اقدامات کر رہی ہے اور ملک کی ترقی کے لیے ہر ممکن کوشش جاری رکھے گی اس موقع پر دیگر رہنماؤں نے بھی خطاب کیا وزیراعظم نے کہا کہ حکومت عوام کی فلاح و بہبود کے لیے اقدامات کر رہی ہے اور ملک کی ترقی کے لیے ہر ممکن کوشش جاری رکھے گی اس موقع پر دیگر رہنماؤں نے بھی خطاب کیا وزیراعظم نے کہا کہ حکومت عوام کی فلاح و بہبود کے لیے اقدامات کر رہی ہے اور ملک کی ترقی کے لیے ہر ممکن کوشش جاری رکھے گی اس موقع پر دیگر رہنماؤں نے بھی خطاب کیا وزیراعظم نے کہا کہ حکومت عوام کی فلاح و بہبود کے لیے اقدامات کر رہی ہے اور ملک کی ترقی کے لیے ہر ممکن کوشش جاری رکھے گی اس موقع پر دیگر رہنماؤں نے بھی خطاب کیا وزیراعظم نے کہا کہ حکومت عوام کی فلاح و بہبود کے لیے اقدامات کر رہی ہے اور ملک کی ترقی کے لیے ہر ممکن کوشش جاری رکھے گی اس موقع پر دیگر رہنماؤں نے بھی خطاب کیا: [650, 410, 750, 753]
article-text: وزیراعظم نے کہا کہ حکومت عوام کی فلاح و بہبود کے لیے اقدامات کر رہی ہے اور ملک کی ترقی کے لیے ہر ممکن کوشش جاری رکھے گی اس موقع پر دیگر رہنماؤں نے بھی خطاب کیا وزیراعظم نے کہا کہ حکومت عوام کی فلاح و بہبود کے لیے اقدامات کر رہی ہے اور ملک کی ترقی کے لیے ہر ممکن کوشش جاری رکھے گی اس موقع پر دیگر رہنماؤں نے بھی خطاب کیا وزیراعظم نے کہا کہ حکومت عوام کی فلاح و بہبود کے لیے اقدامات کر رہی ہے اور ملک کی ترقی کے لیے ہر ممکن کوشش جاری رکھے گی اس موقع پر دیگر رہنماؤں نے بھی خطاب کیا: [222, 1338, 322, 1457]
continuation-tag: [650, 391, 749, 408]
article-text: وزیراعظم نے کہا کہ حکومت عوام کی فلاح و بہبود کے لیے اقدامات کر رہی ہے اور ملک کی ترقی کے لیے ہر ممکن کوشش جاری رکھے گی اس موقع پر دیگر رہنماؤں نے بھی خطاب کیا وزیراعظم نے کہا کہ حکومت عوام کی فلاح و بہبود کے لیے اقدامات کر رہی ہے اور ملک کی ترقی کے لیے ہر ممکن کوشش جاری رکھے گی اس موقع پر دیگر رہنماؤں نے بھی خطاب کیا وزیراعظم نے کہا کہ حکومت عوام کی فلاح و بہبود کے لیے اقدامات کر رہی ہے اور ملک کی ترقی کے لیے ہر ممکن کوشش جاری رکھے گی اس موقع پر دیگر رہنماؤں نے بھی خطاب کیا وزیراعظم نے کہا کہ حکومت عوام کی فلاح و بہبود کے لیے اقدامات کر رہی ہے اور ملک کی ترقی کے لیے ہر ممکن کوشش جاری رکھے گی اس موقع پر دیگر رہنماؤں نے بھی خطاب کیا وزیراعظم نے کہا کہ حکومت عوام کی فلاح و بہبود کے لیے اقدامات کر رہی ہے اور ملک کی ترقی کے لیے ہر ممکن کوشش جاری رکھے گی اس موقع پر دیگر رہنماؤں نے بھی خطاب کیا وزیراعظم نے کہا کہ حکومت عوام کی فلاح و بہبود کے لیے اقدامات کر رہی ہے اور ملک کی ترقی کے لیے ہر ممکن کوشش جاری رکھے گی اس موقع پر دیگر رہنماؤں نے بھی خطاب کیا: [434, 810, 534, 1041]
continuation-label: بقیہ: [40, 1082, 59, 1093]
continuation-tag: [756, 887, 855, 904]
continuation-number: 37: [299, 1032, 321, 1047]
continuation-label: بقیہ: [785, 26, 804, 37]
continuation-label: بقیہ: [571, 730, 591, 741]
news-column: [219, 20, 325, 1463]
continuation-tag: [650, 1127, 749, 1144]
brand-logo: شاہین: [545, 1438, 639, 1460]
continuation-tag: [435, 1303, 534, 1320]
continuation-item: [650, 23, 749, 386]
staff-row: [545, 1477, 639, 1491]
continuation-number: 30: [299, 24, 321, 39]
continuation-label: بقیہ: [145, 26, 165, 37]
continuation-tag: [329, 1079, 428, 1096]
continuation-label: بقیہ: [145, 170, 165, 181]
continuation-item: [541, 727, 643, 1074]
continuation-item: [117, 1175, 216, 1314]
continuation-label: بقیہ: [251, 26, 271, 37]
article-text: وزیراعظم نے کہا کہ حکومت عوام کی فلاح و بہبود کے لیے اقدامات کر رہی ہے اور ملک کی ترقی کے لیے ہر ممکن کوشش جاری رکھے گی اس موقع پر دیگر رہنماؤں نے بھی خطاب کیا وزیراعظم نے کہا کہ حکومت عوام کی فلاح و بہبود کے لیے اقدامات کر رہی ہے اور ملک کی ترقی کے لیے ہر ممکن کوشش جاری رکھے گی اس موقع پر دیگر رہنماؤں نے بھی خطاب کیا وزیراعظم نے کہا کہ حکومت عوام کی فلاح و بہبود کے لیے اقدامات کر رہی ہے اور ملک کی ترقی کے لیے ہر ممکن کوشش جاری رکھے گی اس موقع پر دیگر رہنماؤں نے بھی خطاب کیا: [222, 1194, 322, 1313]
page-header: روزنامہ شاہین پیر پور (3) 05 فروری 2024: [292, 2, 574, 17]
continuation-tag: [329, 551, 428, 568]
article-text: وزیراعظم نے کہا کہ حکومت عوام کی فلاح و بہبود کے لیے اقدامات کر رہی ہے اور ملک کی ترقی کے لیے ہر ممکن کوشش جاری رکھے گی اس موقع پر دیگر رہنماؤں نے بھی خطاب کیا وزیراعظم نے کہا کہ حکومت عوام کی فلاح و بہبود کے لیے اقدامات کر رہی ہے اور ملک کی ترقی کے لیے ہر ممکن کوشش جاری رکھے گی اس موقع پر دیگر رہنماؤں نے بھی خطاب کیا وزیراعظم نے کہا کہ حکومت عوام کی فلاح و بہبود کے لیے اقدامات کر رہی ہے اور ملک کی ترقی کے لیے ہر ممکن کوشش جاری رکھے گی اس موقع پر دیگر رہنماؤں نے بھی خطاب کیا وزیراعظم نے کہا کہ حکومت عوام کی فلاح و بہبود کے لیے اقدامات کر رہی ہے اور ملک کی ترقی کے لیے ہر ممکن کوشش جاری رکھے گی اس موقع پر دیگر رہنماؤں نے بھی خطاب کیا وزیراعظم نے کہا کہ حکومت عوام کی فلاح و بہبود کے لیے اقدامات کر رہی ہے اور ملک کی ترقی کے لیے ہر ممکن کوشش جاری رکھے گی اس موقع پر دیگر رہنماؤں نے بھی خطاب کیا وزیراعظم نے کہا کہ حکومت عوام کی فلاح و بہبود کے لیے اقدامات کر رہی ہے اور ملک کی ترقی کے لیے ہر ممکن کوشش جاری رکھے گی اس موقع پر دیگر رہنماؤں نے بھی خطاب کیا وزیراعظم نے کہا کہ حکومت عوام کی فلاح و بہبود کے لیے اقدامات کر رہی ہے اور ملک کی ترقی کے لیے ہر ممکن کوشش جاری رکھے گی اس موقع پر دیگر رہنماؤں نے بھی خطاب کیا وزیراعظم نے کہا کہ حکومت عوام کی فلاح و بہبود کے لیے اقدامات کر رہی ہے اور ملک کی ترقی کے لیے ہر ممکن کوشش جاری رکھے گی اس موقع پر دیگر رہنماؤں نے بھی خطاب کیا وزیراعظم نے کہا کہ حکومت عوام کی فلاح و بہبود کے لیے اقدامات کر رہی ہے اور ملک کی ترقی کے لیے ہر ممکن کوشش جاری رکھے گی اس موقع پر دیگر رہنماؤں نے بھی خطاب کیا: [650, 1146, 750, 1489]
continuation-label: بقیہ: [785, 890, 804, 901]
continuation-item: [329, 199, 428, 370]
article-text: وزیراعظم نے کہا کہ حکومت عوام کی فلاح و بہبود کے لیے اقدامات کر رہی ہے اور ملک کی ترقی کے لیے ہر ممکن کوشش جاری رکھے گی اس موقع پر دیگر رہنماؤں نے بھی خطاب کیا وزیراعظم نے کہا کہ حکومت عوام کی فلاح و بہبود کے لیے اقدامات کر رہی ہے اور ملک کی ترقی کے لیے ہر ممکن کوشش جاری رکھے گی اس موقع پر دیگر رہنماؤں نے بھی خطاب کیا وزیراعظم نے کہا کہ حکومت عوام کی فلاح و بہبود کے لیے اقدامات کر رہی ہے اور ملک کی ترقی کے لیے ہر ممکن کوشش جاری رکھے گی اس موقع پر دیگر رہنماؤں نے بھی خطاب کیا وزیراعظم نے کہا کہ حکومت عوام کی فلاح و بہبود کے لیے اقدامات کر رہی ہے اور ملک کی ترقی کے لیے ہر ممکن کوشش جاری رکھے گی اس موقع پر دیگر رہنماؤں نے بھی خطاب کیا وزیراعظم نے کہا کہ حکومت عوام کی فلاح و بہبود کے لیے اقدامات کر رہی ہے اور ملک کی ترقی کے لیے ہر ممکن کوشش جاری رکھے گی اس موقع پر دیگر رہنماؤں نے بھی خطاب کیا وزیراعظم نے کہا کہ حکومت عوام کی فلاح و بہبود کے لیے اقدامات کر رہی ہے اور ملک کی ترقی کے لیے ہر ممکن کوشش جاری رکھے گی اس موقع پر دیگر رہنماؤں نے بھی خطاب کیا: [434, 1066, 534, 1297]
article-text: وزیراعظم نے کہا کہ حکومت عوام کی فلاح و بہبود کے لیے اقدامات کر رہی ہے اور ملک کی ترقی کے لیے ہر ممکن کوشش جاری رکھے گی اس موقع پر دیگر رہنماؤں نے بھی خطاب کیا وزیراعظم نے کہا کہ حکومت عوام کی فلاح و بہبود کے لیے اقدامات کر رہی ہے اور ملک کی ترقی کے لیے ہر ممکن کوشش جاری رکھے گی اس موقع پر دیگر رہنماؤں نے بھی خطاب کیا وزیراعظم نے کہا کہ حکومت عوام کی فلاح و بہبود کے لیے اقدامات کر رہی ہے اور ملک کی ترقی کے لیے ہر ممکن کوشش جاری رکھے گی اس موقع پر دیگر رہنماؤں نے بھی خطاب کیا: [116, 1338, 216, 1457]
article-text: وزیراعظم نے کہا کہ حکومت عوام کی فلاح و بہبود کے لیے اقدامات کر رہی ہے اور ملک کی ترقی کے لیے ہر ممکن کوشش جاری رکھے گی اس موقع پر دیگر رہنماؤں نے بھی خطاب کیا وزیراعظم نے کہا کہ حکومت عوام کی فلاح و بہبود کے لیے اقدامات کر رہی ہے اور ملک کی ترقی کے لیے ہر ممکن کوشش جاری رکھے گی اس موقع پر دیگر رہنماؤں نے بھی خطاب کیا وزیراعظم نے کہا کہ حکومت عوام کی فلاح و بہبود کے لیے اقدامات کر رہی ہے اور ملک کی ترقی کے لیے ہر ممکن کوشش جاری رکھے گی اس موقع پر دیگر رہنماؤں نے بھی خطاب کیا وزیراعظم نے کہا کہ حکومت عوام کی فلاح و بہبود کے لیے اقدامات کر رہی ہے اور ملک کی ترقی کے لیے ہر ممکن کوشش جاری رکھے گی اس موقع پر دیگر رہنماؤں نے بھی خطاب کیا: [10, 570, 110, 721]
article-text: وزیراعظم نے کہا کہ حکومت عوام کی فلاح و بہبود کے لیے اقدامات کر رہی ہے اور ملک کی ترقی کے لیے ہر ممکن کوشش جاری رکھے گی اس موقع پر دیگر رہنماؤں نے بھی خطاب کیا وزیراعظم نے کہا کہ حکومت عوام کی فلاح و بہبود کے لیے اقدامات کر رہی ہے اور ملک کی ترقی کے لیے ہر ممکن کوشش جاری رکھے گی اس موقع پر دیگر رہنماؤں نے بھی خطاب کیا وزیراعظم نے کہا کہ حکومت عوام کی فلاح و بہبود کے لیے اقدامات کر رہی ہے اور ملک کی ترقی کے لیے ہر ممکن کوشش جاری رکھے گی اس موقع پر دیگر رہنماؤں نے بھی خطاب کیا وزیراعظم نے کہا کہ حکومت عوام کی فلاح و بہبود کے لیے اقدامات کر رہی ہے اور ملک کی ترقی کے لیے ہر ممکن کوشش جاری رکھے گی اس موقع پر دیگر رہنماؤں نے بھی خطاب کیا وزیراعظم نے کہا کہ حکومت عوام کی فلاح و بہبود کے لیے اقدامات کر رہی ہے اور ملک کی ترقی کے لیے ہر ممکن کوشش جاری رکھے گی اس موقع پر دیگر رہنماؤں نے بھی خطاب کیا وزیراعظم نے کہا کہ حکومت عوام کی فلاح و بہبود کے لیے اقدامات کر رہی ہے اور ملک کی ترقی کے لیے ہر ممکن کوشش جاری رکھے گی اس موقع پر دیگر رہنماؤں نے بھی خطاب کیا وزیراعظم نے کہا کہ حکومت عوام کی فلاح و بہبود کے لیے اقدامات کر رہی ہے اور ملک کی ترقی کے لیے ہر ممکن کوشش جاری رکھے گی اس موقع پر دیگر رہنماؤں نے بھی خطاب کیا وزیراعظم نے کہا کہ حکومت عوام کی فلاح و بہبود کے لیے اقدامات کر رہی ہے اور ملک کی ترقی کے لیے ہر ممکن کوشش جاری رکھے گی اس موقع پر دیگر رہنماؤں نے بھی خطاب کیا وزیراعظم نے کہا کہ حکومت عوام کی فلاح و بہبود کے لیے اقدامات کر رہی ہے اور ملک کی ترقی کے لیے ہر ممکن کوشش جاری رکھے گی اس موقع پر دیگر رہنماؤں نے بھی خطاب کیا: [540, 746, 644, 1073]
continuation-number: 41: [193, 168, 215, 183]
article-text: وزیراعظم نے کہا کہ حکومت عوام کی فلاح و بہبود کے لیے اقدامات کر رہی ہے اور ملک کی ترقی کے لیے ہر ممکن کوشش جاری رکھے گی اس موقع پر دیگر رہنماؤں نے بھی خطاب کیا وزیراعظم نے کہا کہ حکومت عوام کی فلاح و بہبود کے لیے اقدامات کر رہی ہے اور ملک کی ترقی کے لیے ہر ممکن کوشش جاری رکھے گی اس موقع پر دیگر رہنماؤں نے بھی خطاب کیا وزیراعظم نے کہا کہ حکومت عوام کی فلاح و بہبود کے لیے اقدامات کر رہی ہے اور ملک کی ترقی کے لیے ہر ممکن کوشش جاری رکھے گی اس موقع پر دیگر رہنماؤں نے بھی خطاب کیا: [222, 186, 322, 305]
article-text: وزیراعظم نے کہا کہ حکومت عوام کی فلاح و بہبود کے لیے اقدامات کر رہی ہے اور ملک کی ترقی کے لیے ہر ممکن کوشش جاری رکھے گی اس موقع پر دیگر رہنماؤں نے بھی خطاب کیا وزیراعظم نے کہا کہ حکومت عوام کی فلاح و بہبود کے لیے اقدامات کر رہی ہے اور ملک کی ترقی کے لیے ہر ممکن کوشش جاری رکھے گی اس موقع پر دیگر رہنماؤں نے بھی خطاب کیا وزیراعظم نے کہا کہ حکومت عوام کی فلاح و بہبود کے لیے اقدامات کر رہی ہے اور ملک کی ترقی کے لیے ہر ممکن کوشش جاری رکھے گی اس موقع پر دیگر رہنماؤں نے بھی خطاب کیا: [222, 618, 322, 737]
continuation-tag: [117, 1175, 216, 1192]
article-text: وزیراعظم نے کہا کہ حکومت عوام کی فلاح و بہبود کے لیے اقدامات کر رہی ہے اور ملک کی ترقی کے لیے ہر ممکن کوشش جاری رکھے گی اس موقع پر دیگر رہنماؤں نے بھی خطاب کیا وزیراعظم نے کہا کہ حکومت عوام کی فلاح و بہبود کے لیے اقدامات کر رہی ہے اور ملک کی ترقی کے لیے ہر ممکن کوشش جاری رکھے گی اس موقع پر دیگر رہنماؤں نے بھی خطاب کیا وزیراعظم نے کہا کہ حکومت عوام کی فلاح و بہبود کے لیے اقدامات کر رہی ہے اور ملک کی ترقی کے لیے ہر ممکن کوشش جاری رکھے گی اس موقع پر دیگر رہنماؤں نے بھی خطاب کیا: [222, 474, 322, 593]
continuation-label: بقیہ: [785, 242, 804, 253]
article-text: وزیراعظم نے کہا کہ حکومت عوام کی فلاح و بہبود کے لیے اقدامات کر رہی ہے اور ملک کی ترقی کے لیے ہر ممکن کوشش جاری رکھے گی اس موقع پر دیگر رہنماؤں نے بھی خطاب کیا وزیراعظم نے کہا کہ حکومت عوام کی فلاح و بہبود کے لیے اقدامات کر رہی ہے اور ملک کی ترقی کے لیے ہر ممکن کوشش جاری رکھے گی اس موقع پر دیگر رہنماؤں نے بھی خطاب کیا وزیراعظم نے کہا کہ حکومت عوام کی فلاح و بہبود کے لیے اقدامات کر رہی ہے اور ملک کی ترقی کے لیے ہر ممکن کوشش جاری رکھے گی اس موقع پر دیگر رہنماؤں نے بھی خطاب کیا: [222, 1050, 322, 1169]
article-text: وزیراعظم نے کہا کہ حکومت عوام کی فلاح و بہبود کے لیے اقدامات کر رہی ہے اور ملک کی ترقی کے لیے ہر ممکن کوشش جاری رکھے گی اس موقع پر دیگر رہنماؤں نے بھی خطاب کیا وزیراعظم نے کہا کہ حکومت عوام کی فلاح و بہبود کے لیے اقدامات کر رہی ہے اور ملک کی ترقی کے لیے ہر ممکن کوشش جاری رکھے گی اس موقع پر دیگر رہنماؤں نے بھی خطاب کیا وزیراعظم نے کہا کہ حکومت عوام کی فلاح و بہبود کے لیے اقدامات کر رہی ہے اور ملک کی ترقی کے لیے ہر ممکن کوشش جاری رکھے گی اس موقع پر دیگر رہنماؤں نے بھی خطاب کیا: [116, 42, 216, 161]
continuation-number: 50: [87, 24, 109, 39]
continuation-tag: [11, 1255, 110, 1272]
continuation-label: بقیہ: [679, 762, 698, 773]
continuation-number: 21: [511, 1304, 533, 1319]
continuation-tag: [435, 1047, 534, 1064]
continuation-tag: [11, 375, 110, 392]
article-text: وزیراعظم نے کہا کہ حکومت عوام کی فلاح و بہبود کے لیے اقدامات کر رہی ہے اور ملک کی ترقی کے لیے ہر ممکن کوشش جاری رکھے گی اس موقع پر دیگر رہنماؤں نے بھی خطاب کیا وزیراعظم نے کہا کہ حکومت عوام کی فلاح و بہبود کے لیے اقدامات کر رہی ہے اور ملک کی ترقی کے لیے ہر ممکن کوشش جاری رکھے گی اس موقع پر دیگر رہنماؤں نے بھی خطاب کیا وزیراعظم نے کہا کہ حکومت عوام کی فلاح و بہبود کے لیے اقدامات کر رہی ہے اور ملک کی ترقی کے لیے ہر ممکن کوشش جاری رکھے گی اس موقع پر دیگر رہنماؤں نے بھی خطاب کیا وزیراعظم نے کہا کہ حکومت عوام کی فلاح و بہبود کے لیے اقدامات کر رہی ہے اور ملک کی ترقی کے لیے ہر ممکن کوشش جاری رکھے گی اس موقع پر دیگر رہنماؤں نے بھی خطاب کیا: [328, 42, 428, 193]
continuation-tag: [223, 887, 322, 904]
continuation-item: [435, 279, 534, 530]
continuation-number: 45: [193, 744, 215, 759]
continuation-tag: [541, 727, 643, 744]
continuation-tag: [756, 1103, 855, 1120]
continuation-number: 48: [193, 1176, 215, 1191]
article-text: وزیراعظم نے کہا کہ حکومت عوام کی فلاح و بہبود کے لیے اقدامات کر رہی ہے اور ملک کی ترقی کے لیے ہر ممکن کوشش جاری رکھے گی اس موقع پر دیگر رہنماؤں نے بھی خطاب کیا وزیراعظم نے کہا کہ حکومت عوام کی فلاح و بہبود کے لیے اقدامات کر رہی ہے اور ملک کی ترقی کے لیے ہر ممکن کوشش جاری رکھے گی اس موقع پر دیگر رہنماؤں نے بھی خطاب کیا وزیراعظم نے کہا کہ حکومت عوام کی فلاح و بہبود کے لیے اقدامات کر رہی ہے اور ملک کی ترقی کے لیے ہر ممکن کوشش جاری رکھے گی اس موقع پر دیگر رہنماؤں نے بھی خطاب کیا وزیراعظم نے کہا کہ حکومت عوام کی فلاح و بہبود کے لیے اقدامات کر رہی ہے اور ملک کی ترقی کے لیے ہر ممکن کوشش جاری رکھے گی اس موقع پر دیگر رہنماؤں نے بھی خطاب کیا وزیراعظم نے کہا کہ حکومت عوام کی فلاح و بہبود کے لیے اقدامات کر رہی ہے اور ملک کی ترقی کے لیے ہر ممکن کوشش جاری رکھے گی اس موقع پر دیگر رہنماؤں نے بھی خطاب کیا: [756, 1122, 855, 1313]
article-text: وزیراعظم نے کہا کہ حکومت عوام کی فلاح و بہبود کے لیے اقدامات کر رہی ہے اور ملک کی ترقی کے لیے ہر ممکن کوشش جاری رکھے گی اس موقع پر دیگر رہنماؤں نے بھی خطاب کیا وزیراعظم نے کہا کہ حکومت عوام کی فلاح و بہبود کے لیے اقدامات کر رہی ہے اور ملک کی ترقی کے لیے ہر ممکن کوشش جاری رکھے گی اس موقع پر دیگر رہنماؤں نے بھی خطاب کیا وزیراعظم نے کہا کہ حکومت عوام کی فلاح و بہبود کے لیے اقدامات کر رہی ہے اور ملک کی ترقی کے لیے ہر ممکن کوشش جاری رکھے گی اس موقع پر دیگر رہنماؤں نے بھی خطاب کیا وزیراعظم نے کہا کہ حکومت عوام کی فلاح و بہبود کے لیے اقدامات کر رہی ہے اور ملک کی ترقی کے لیے ہر ممکن کوشش جاری رکھے گی اس موقع پر دیگر رہنماؤں نے بھی خطاب کیا: [10, 1274, 110, 1425]
continuation-item: [223, 1175, 322, 1314]
continuation-tag: [11, 23, 110, 40]
staff-name: محمد اقبال: [601, 1493, 640, 1502]
continuation-tag: [223, 311, 322, 328]
article-text: وزیراعظم نے کہا کہ حکومت عوام کی فلاح و بہبود کے لیے اقدامات کر رہی ہے اور ملک کی ترقی کے لیے ہر ممکن کوشش جاری رکھے گی اس موقع پر دیگر رہنماؤں نے بھی خطاب کیا وزیراعظم نے کہا کہ حکومت عوام کی فلاح و بہبود کے لیے اقدامات کر رہی ہے اور ملک کی ترقی کے لیے ہر ممکن کوشش جاری رکھے گی اس موقع پر دیگر رہنماؤں نے بھی خطاب کیا وزیراعظم نے کہا کہ حکومت عوام کی فلاح و بہبود کے لیے اقدامات کر رہی ہے اور ملک کی ترقی کے لیے ہر ممکن کوشش جاری رکھے گی اس موقع پر دیگر رہنماؤں نے بھی خطاب کیا: [116, 186, 216, 305]
continuation-item: [223, 1319, 322, 1458]
continuation-number: 27: [405, 904, 427, 919]
continuation-item: [117, 599, 216, 738]
continuation-number: 46: [193, 888, 215, 903]
continuation-number: 6: [832, 1104, 854, 1119]
continuation-number: 15: [620, 1080, 642, 1095]
continuation-number: 4: [832, 672, 854, 687]
continuation-label: بقیہ: [785, 1322, 804, 1333]
news-column: [325, 20, 431, 1463]
continuation-label: بقیہ: [463, 26, 483, 37]
continuation-number: 14: [620, 728, 642, 743]
continuation-label: بقیہ: [357, 378, 377, 389]
continuation-tag: [756, 455, 855, 472]
continuation-tag: [435, 23, 534, 40]
continuation-number: 24: [405, 376, 427, 391]
continuation-number: 19: [511, 792, 533, 807]
continuation-item: [756, 23, 855, 234]
continuation-label: بقیہ: [251, 746, 271, 757]
news-column: [8, 20, 113, 1463]
continuation-tag: [11, 199, 110, 216]
continuation-tag: [117, 599, 216, 616]
continuation-label: بقیہ: [40, 554, 59, 565]
continuation-number: 9: [726, 392, 748, 407]
continuation-item: [117, 23, 216, 162]
continuation-tag: [223, 167, 322, 184]
